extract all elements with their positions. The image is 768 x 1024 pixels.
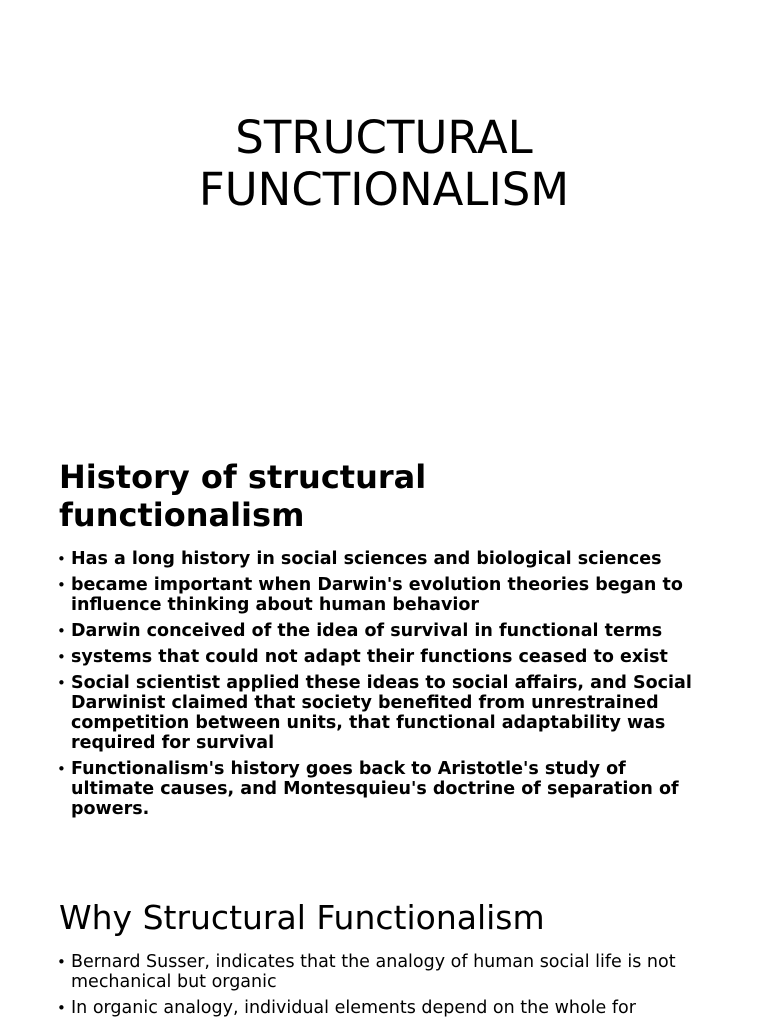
- bullet-icon: •: [57, 999, 66, 1017]
- list-item-text: Social scientist applied these ideas to social affairs, and Social Darwinist claimed that society benefited from unrestrained competition between units, that functional adaptability was required for survival: [71, 673, 692, 753]
- list-item-text: Darwin conceived of the idea of survival in functional terms: [71, 621, 663, 641]
- bullet-icon: •: [57, 953, 66, 971]
- list-item-text: Functionalism's history goes back to Aristotle's study of ultimate causes, and Montesquieu's doctrine of separation of powers.: [71, 759, 679, 819]
- bullet-icon: •: [57, 550, 66, 568]
- bullet-icon: •: [57, 622, 66, 640]
- heading-line: History of structural: [59, 458, 427, 496]
- slide-title: [0, 112, 768, 216]
- list-item: [57, 998, 717, 1018]
- list-item-text: became important when Darwin's evolution theories began to influence thinking about human behavior: [71, 575, 683, 615]
- bullet-icon: •: [57, 760, 66, 778]
- list-item-text: Has a long history in social sciences and biological sciences: [71, 549, 662, 569]
- title-slide: [0, 0, 768, 432]
- list-item: [57, 647, 707, 667]
- list-item-text: systems that could not adapt their functions ceased to exist: [71, 647, 668, 667]
- list-item-text: In organic analogy, individual elements depend on the whole for: [71, 998, 636, 1018]
- history-bullet-list: [57, 549, 707, 825]
- why-bullet-list: [57, 952, 717, 1024]
- bullet-icon: •: [57, 674, 66, 692]
- list-item: [57, 575, 707, 615]
- bullet-icon: •: [57, 648, 66, 666]
- history-slide: [0, 432, 768, 864]
- list-item: [57, 549, 707, 569]
- list-item: [57, 621, 707, 641]
- list-item: [57, 952, 717, 992]
- bullet-icon: •: [57, 576, 66, 594]
- list-item-text: Bernard Susser, indicates that the analogy of human social life is not mechanical but organic: [71, 952, 676, 992]
- title-line: STRUCTURAL: [235, 111, 533, 164]
- title-line: FUNCTIONALISM: [198, 163, 570, 216]
- why-heading: Why Structural Functionalism: [59, 898, 545, 937]
- list-item: [57, 759, 707, 819]
- list-item: [57, 673, 707, 753]
- heading-line: functionalism: [59, 496, 305, 534]
- why-slide: [0, 864, 768, 1024]
- history-heading: [59, 458, 426, 534]
